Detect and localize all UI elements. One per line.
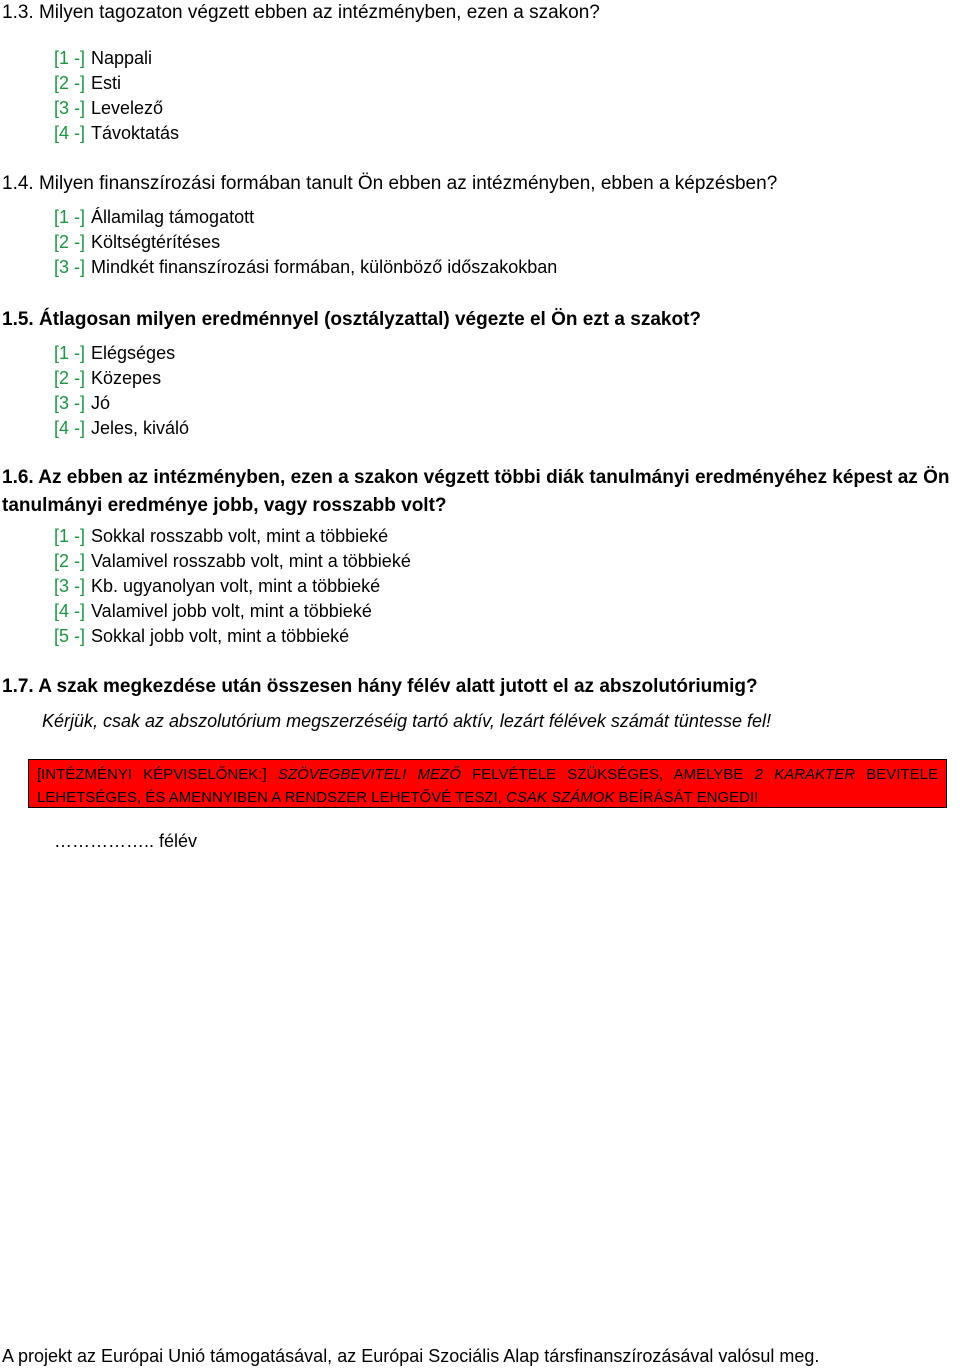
semester-answer [54,831,197,852]
option-code: [3 -] [54,257,86,277]
option-jeles[interactable] [54,416,189,441]
warning-text: BEVITELE LEHETSÉGES, ÉS AMENNYIBEN A RENDSZER LEHETŐVÉ TESZI, [37,766,938,806]
option-code: [3 -] [54,98,86,118]
question-1-5-title: 1.5. Átlagosan milyen eredménnyel (osztályzattal) végezte el Ön ezt a szakot? [2,309,702,330]
option-code: [5 -] [54,626,86,646]
option-code: [3 -] [54,393,86,413]
question-1-3-title: 1.3. Milyen tagozaton végzett ebben az intézményben, ezen a szakon? [2,2,600,23]
question-1-6-title: 1.6. Az ebben az intézményben, ezen a szakon végzett többi diák tanulmányi eredményéhez képest az Ön tanulmányi eredménye jobb, vagy rosszabb volt? [2,467,950,516]
option-label: Elégséges [91,343,176,363]
question-1-7-instruction: Kérjük, csak az abszolutórium megszerzéséig tartó aktív, lezárt félévek számát tüntesse fel! [42,711,771,731]
option-code: [2 -] [54,232,86,252]
option-elegseges[interactable] [54,341,189,366]
option-kozepes[interactable] [54,366,189,391]
option-label: Közepes [91,368,162,388]
option-code: [4 -] [54,123,86,143]
option-label: Költségtérítéses [91,232,221,252]
warning-text: CSAK SZÁMOK [506,789,615,806]
footer-note: A projekt az Európai Unió támogatásával, az Európai Szociális Alap társfinanszírozásával valósul meg. [2,1346,820,1366]
question-1-5-options [54,341,189,441]
option-sokkal-jobb[interactable] [54,624,411,649]
option-allamilag-tamogatott[interactable] [54,205,557,230]
question-1-4-options [54,205,557,280]
option-label: Államilag támogatott [91,207,255,227]
question-1-4-title: 1.4. Milyen finanszírozási formában tanult Ön ebben az intézményben, ebben a képzésben? [2,173,778,194]
semester-input-blank[interactable]: …………….. [54,831,155,851]
option-jo[interactable] [54,391,189,416]
option-label: Valamivel jobb volt, mint a többieké [91,601,372,621]
option-levelezo[interactable] [54,96,179,121]
option-label: Esti [91,73,122,93]
question-1-7-title: 1.7. A szak megkezdése után összesen hány félév alatt jutott el az abszolutóriumig? [2,676,758,697]
option-code: [1 -] [54,343,86,363]
option-valamivel-jobb[interactable] [54,599,411,624]
option-label: Jeles, kiváló [91,418,190,438]
option-code: [2 -] [54,368,86,388]
option-ugyanolyan[interactable] [54,574,411,599]
option-code: [1 -] [54,207,86,227]
option-label: Levelező [91,98,164,118]
option-label: Sokkal jobb volt, mint a többieké [91,626,350,646]
semester-unit-label: félév [154,831,198,851]
option-esti[interactable] [54,71,179,96]
option-label: Valamivel rosszabb volt, mint a többieké [91,551,411,571]
option-code: [2 -] [54,551,86,571]
option-label: Nappali [91,48,153,68]
option-koltsegteriteses[interactable] [54,230,557,255]
option-label: Kb. ugyanolyan volt, mint a többieké [91,576,381,596]
option-nappali[interactable] [54,46,179,71]
option-label: Távoktatás [91,123,180,143]
warning-text: [INTÉZMÉNYI KÉPVISELŐNEK:] [37,766,278,783]
question-1-6-options [54,524,411,649]
option-tavoktatas[interactable] [54,121,179,146]
option-code: [1 -] [54,526,86,546]
representative-warning-box [28,759,947,808]
warning-text: BEÍRÁSÁT ENGEDI! [614,789,759,806]
option-label: Sokkal rosszabb volt, mint a többieké [91,526,389,546]
option-sokkal-rosszabb[interactable] [54,524,411,549]
option-code: [2 -] [54,73,86,93]
warning-text: SZÖVEGBEVITELI MEZŐ [277,766,461,783]
option-code: [3 -] [54,576,86,596]
option-mindket-forma[interactable] [54,255,557,280]
option-label: Jó [91,393,111,413]
question-1-3-options [54,46,179,146]
option-valamivel-rosszabb[interactable] [54,549,411,574]
warning-text: 2 KARAKTER [754,766,856,783]
option-code: [4 -] [54,418,86,438]
warning-text: FELVÉTELE SZÜKSÉGES, AMELYBE [460,766,755,783]
option-code: [4 -] [54,601,86,621]
option-code: [1 -] [54,48,86,68]
option-label: Mindkét finanszírozási formában, különböző időszakokban [91,257,558,277]
